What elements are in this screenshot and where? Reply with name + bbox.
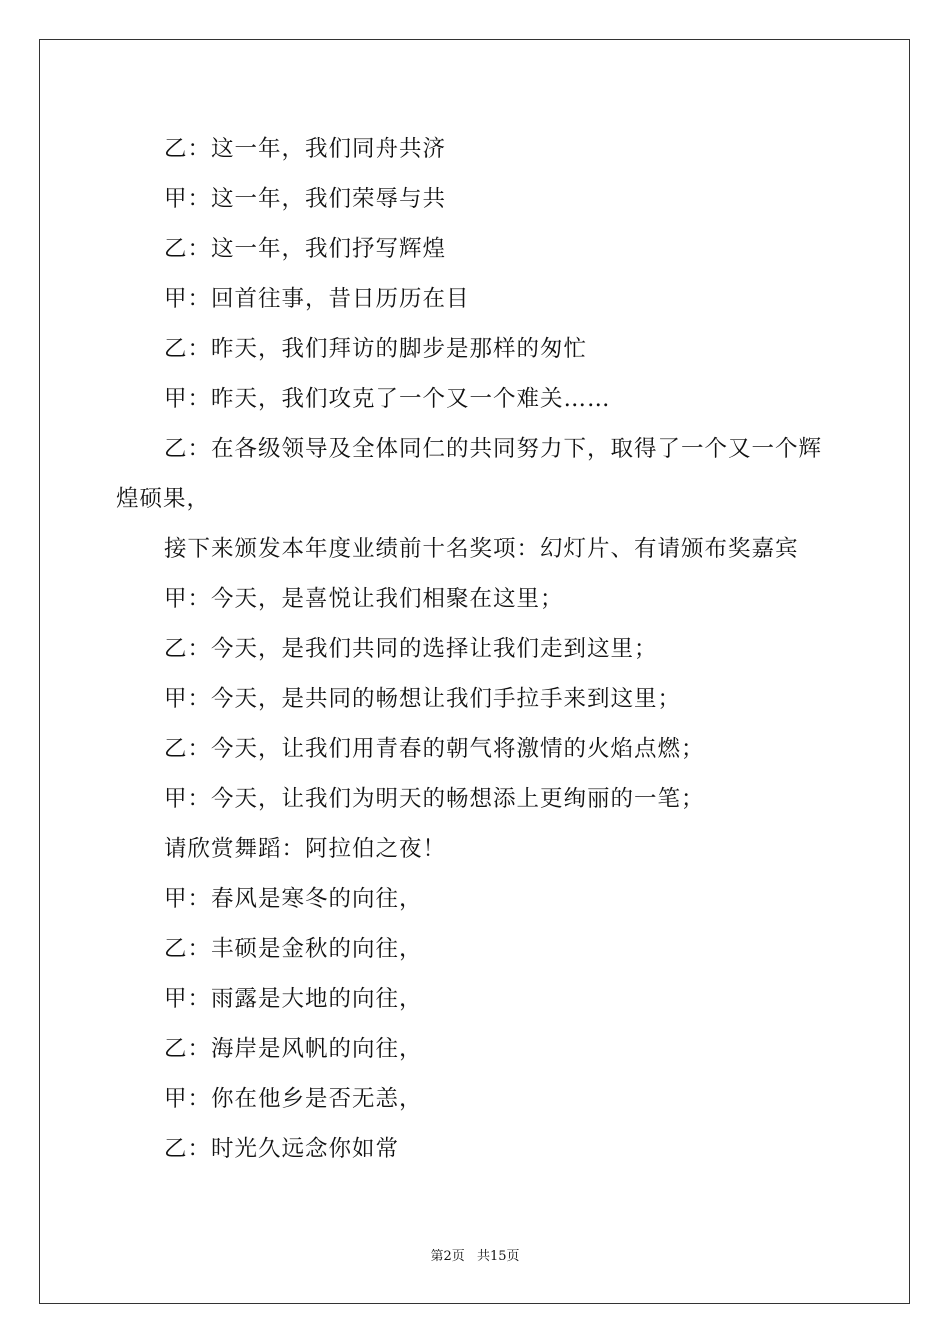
- script-line: 甲：昨天，我们攻克了一个又一个难关……: [164, 386, 611, 412]
- script-line: 甲：雨露是大地的向往，: [164, 986, 423, 1012]
- script-line: 乙：今天，让我们用青春的朝气将激情的火焰点燃；: [164, 736, 705, 762]
- script-line: 乙：今天，是我们共同的选择让我们走到这里；: [164, 636, 658, 662]
- script-line: 乙：丰硕是金秋的向往，: [164, 936, 423, 962]
- script-line: 甲：春风是寒冬的向往，: [164, 886, 423, 912]
- script-line: 甲：今天，让我们为明天的畅想添上更绚丽的一笔；: [164, 786, 705, 812]
- script-line: 乙：这一年，我们抒写辉煌: [164, 236, 447, 262]
- script-line: 甲：你在他乡是否无恙，: [164, 1086, 423, 1112]
- page-total: 共15页: [476, 1249, 520, 1264]
- script-line: 乙：时光久远念你如常: [164, 1136, 400, 1162]
- script-line: 甲：今天，是喜悦让我们相聚在这里；: [164, 586, 564, 612]
- page-footer: [0, 1248, 950, 1266]
- script-line: 乙：海岸是风帆的向往，: [164, 1036, 423, 1062]
- script-line: 甲：这一年，我们荣辱与共: [164, 186, 447, 212]
- script-line: 甲：今天，是共同的畅想让我们手拉手来到这里；: [164, 686, 682, 712]
- document-body: [116, 124, 836, 1174]
- script-line: 接下来颁发本年度业绩前十名奖项：幻灯片、有请颁布奖嘉宾: [164, 536, 799, 562]
- script-line: 乙：这一年，我们同舟共济: [164, 136, 447, 162]
- script-line-continuation: 煌硕果，: [116, 486, 211, 512]
- script-line: 甲：回首往事，昔日历历在目: [164, 286, 470, 312]
- script-line: 请欣赏舞蹈：阿拉伯之夜！: [164, 836, 447, 862]
- page-number: 第2页: [430, 1249, 465, 1264]
- script-line: 乙：昨天，我们拜访的脚步是那样的匆忙: [164, 336, 588, 362]
- script-line: 乙：在各级领导及全体同仁的共同努力下，取得了一个又一个辉: [164, 436, 823, 462]
